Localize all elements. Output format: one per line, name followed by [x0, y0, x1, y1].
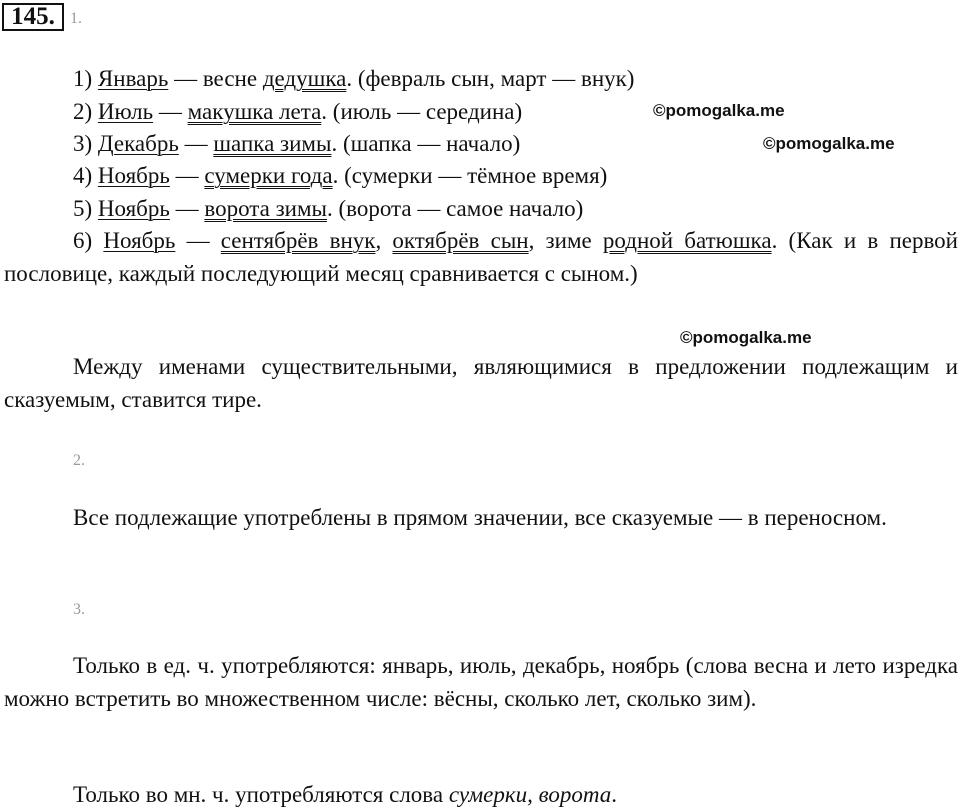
- exercise-number: 145.: [2, 3, 64, 31]
- watermark: ©pomogalka.me: [653, 101, 785, 120]
- proverb-number: 3): [73, 131, 93, 156]
- part-3-label: 3.: [73, 601, 85, 618]
- predicate: шапка зимы: [213, 131, 332, 156]
- proverb-number: 6): [73, 228, 93, 253]
- dash: —: [186, 228, 210, 253]
- comma: ,: [375, 228, 382, 253]
- note: . (сумерки — тёмное время): [332, 163, 608, 188]
- sentence: Только во мн. ч. употребляются слова: [73, 782, 449, 807]
- rule-paragraph: Между именами существительными, являющимися в предложении подлежащим и сказуемым, ставится тире.: [4, 354, 958, 412]
- part-2-paragraph: Все подлежащие употреблены в прямом значении, все сказуемые — в переносном.: [73, 505, 887, 530]
- predicate: ворота зимы: [204, 196, 327, 221]
- subject: Ноябрь: [103, 228, 176, 253]
- part-1-label: 1.: [70, 10, 82, 27]
- part-3-paragraph-2: [73, 782, 617, 808]
- subject: Январь: [97, 66, 169, 91]
- proverb-4: [73, 163, 607, 189]
- predicate: дедушка: [262, 66, 347, 91]
- predicate: макушка лета: [187, 99, 322, 124]
- word: , зиме: [528, 228, 592, 253]
- note: . (июль — середина): [321, 99, 523, 124]
- dash: —: [174, 66, 198, 91]
- period: .: [611, 782, 617, 807]
- part-2-label: 2.: [73, 452, 85, 469]
- explanation: . (Как и в первой пословице, каждый последующий месяц сравнивается с сыном.): [4, 228, 958, 286]
- dash: —: [158, 99, 182, 124]
- watermark: ©pomogalka.me: [763, 134, 895, 153]
- proverb-number: 1): [73, 66, 93, 91]
- predicate: сумерки года: [204, 163, 333, 188]
- dash: —: [184, 131, 208, 156]
- part-3-paragraph-1: Только в ед. ч. употребляются: январь, июль, декабрь, ноябрь (слова весна и лето изредка можно встретить во множественном числе: вёсны, сколько лет, сколько зим).: [4, 653, 958, 711]
- note: . (февраль сын, март — внук): [346, 66, 635, 91]
- note: . (шапка — начало): [331, 131, 521, 156]
- proverb-1: [73, 66, 634, 92]
- proverb-3: [73, 131, 520, 157]
- predicate: сентябрёв внук: [220, 228, 376, 253]
- proverb-6: [4, 224, 958, 290]
- note: . (ворота — самое начало): [326, 196, 584, 221]
- watermark: ©pomogalka.me: [680, 328, 812, 347]
- dash: —: [175, 196, 199, 221]
- predicate: октябрёв сын: [392, 228, 529, 253]
- proverb-2: [73, 99, 522, 125]
- proverb-number: 4): [73, 163, 93, 188]
- proverb-5: [73, 196, 583, 222]
- subject: Ноябрь: [97, 196, 170, 221]
- word: весне: [202, 66, 258, 91]
- proverb-number: 5): [73, 196, 93, 221]
- italic-words: сумерки, ворота: [448, 782, 612, 807]
- subject: Ноябрь: [97, 163, 170, 188]
- proverb-number: 2): [73, 99, 93, 124]
- subject: Декабрь: [97, 131, 179, 156]
- predicate: родной батюшка: [602, 228, 772, 253]
- dash: —: [175, 163, 199, 188]
- subject: Июль: [97, 99, 154, 124]
